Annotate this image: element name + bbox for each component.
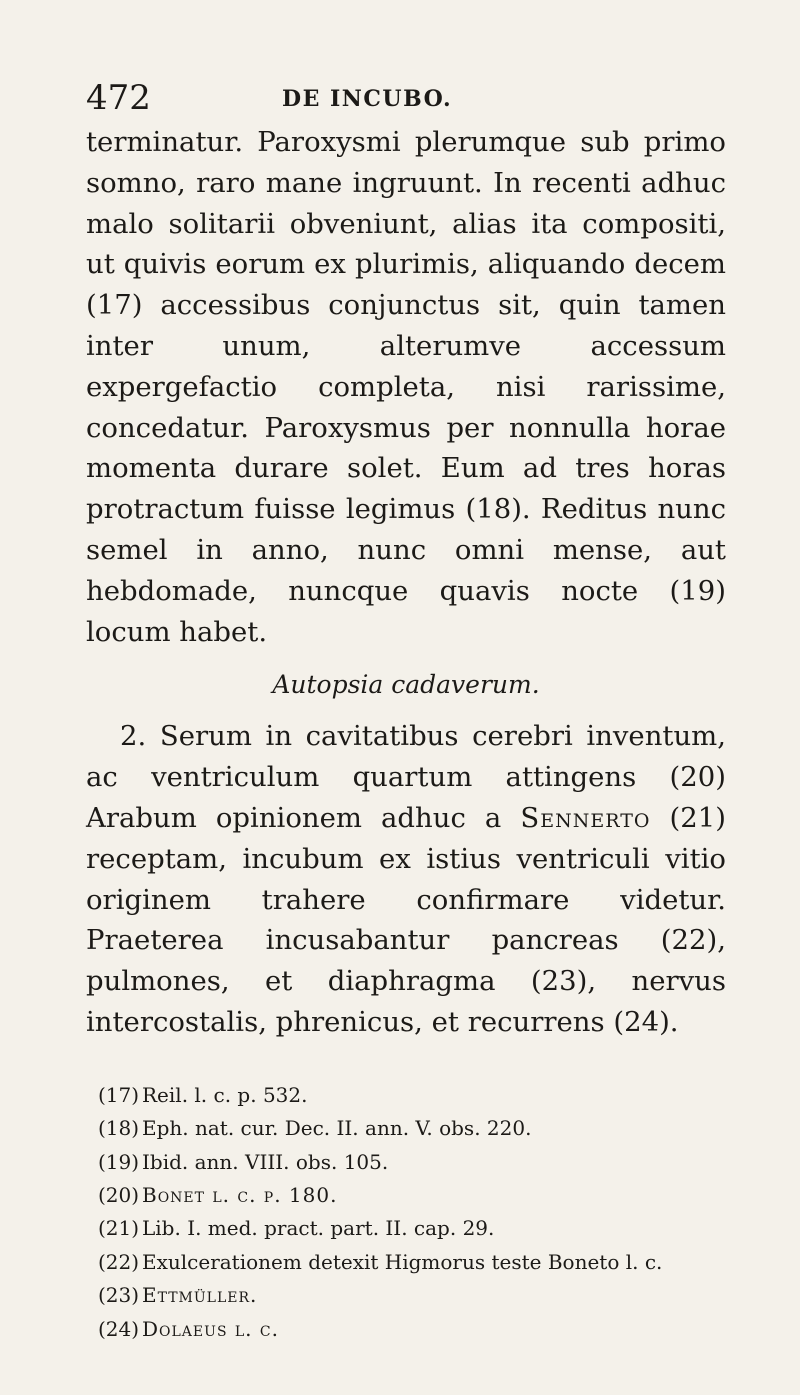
paragraph-1: terminatur. Paroxysmi plerumque sub primo somno, raro mane ingruunt. In recenti adhuc malo solitarii obveniunt, alias ita compositi, ut quivis eorum ex plurimis, aliquando decem (17) accessibus conjunctus sit, quin tamen inter unum, alterumve accessum expergefactio completa, nisi rarissime, concedatur. Paroxysmus per nonnulla horae momenta durare solet. Eum ad tres horas protractum fuisse legimus (18). Reditus nunc semel in anno, nunc omni mense, aut hebdomade, nuncque quavis nocte (19) locum habet. (86, 126, 726, 648)
footnote-23 (98, 1279, 726, 1312)
footnote-number: (24) (98, 1316, 140, 1341)
footnote-18 (98, 1112, 726, 1145)
paragraph-2-part-1: 2. Serum in cavitatibus cerebri inventum, ac ventriculum quartum attingens (20) Arabum opinionem adhuc a (86, 720, 726, 834)
footnote-text: Bonet l. c. p. 180. (142, 1182, 338, 1207)
footnote-text: Eph. nat. cur. Dec. II. ann. V. obs. 220. (142, 1116, 532, 1141)
footnote-19 (98, 1146, 726, 1179)
footnote-text: Lib. I. med. pract. part. II. cap. 29. (142, 1216, 495, 1241)
footnote-24 (98, 1313, 726, 1346)
footnotes (86, 1079, 726, 1346)
footnote-number: (22) (98, 1249, 140, 1274)
section-heading: Autopsia cadaverum. (272, 670, 540, 700)
paragraph-2-part-2: (21) receptam, incubum ex istius ventriculi vitio originem trahere confirmare videtur. Praeterea incusabantur pancreas (22), pulmones, et diaphragma (23), nervus intercostalis, phrenicus, et recurrens (24). (86, 801, 726, 1038)
running-head (86, 78, 726, 118)
footnote-text: Exulcerationem detexit Higmorus teste Boneto l. c. (142, 1249, 663, 1274)
footnote-number: (19) (98, 1149, 140, 1174)
body-text (86, 122, 726, 1043)
footnote-number: (20) (98, 1182, 140, 1207)
footnote-21 (98, 1212, 726, 1245)
author-name: Sennerto (520, 801, 651, 834)
footnote-20 (98, 1179, 726, 1212)
footnote-22 (98, 1246, 726, 1279)
running-title: DE INCUBO. (282, 86, 453, 112)
footnote-text: Ibid. ann. VIII. obs. 105. (142, 1149, 389, 1174)
footnote-number: (21) (98, 1216, 140, 1241)
paragraph-2 (86, 716, 726, 1042)
footnote-text: Ettmüller. (142, 1283, 258, 1308)
footnote-17 (98, 1079, 726, 1112)
footnote-number: (23) (98, 1283, 140, 1308)
footnote-text: Reil. l. c. p. 532. (142, 1082, 308, 1107)
book-page (86, 78, 726, 1346)
page-number: 472 (86, 78, 151, 118)
footnote-text: Dolaeus l. c. (142, 1316, 279, 1341)
footnote-number: (18) (98, 1116, 140, 1141)
footnote-number: (17) (98, 1082, 140, 1107)
